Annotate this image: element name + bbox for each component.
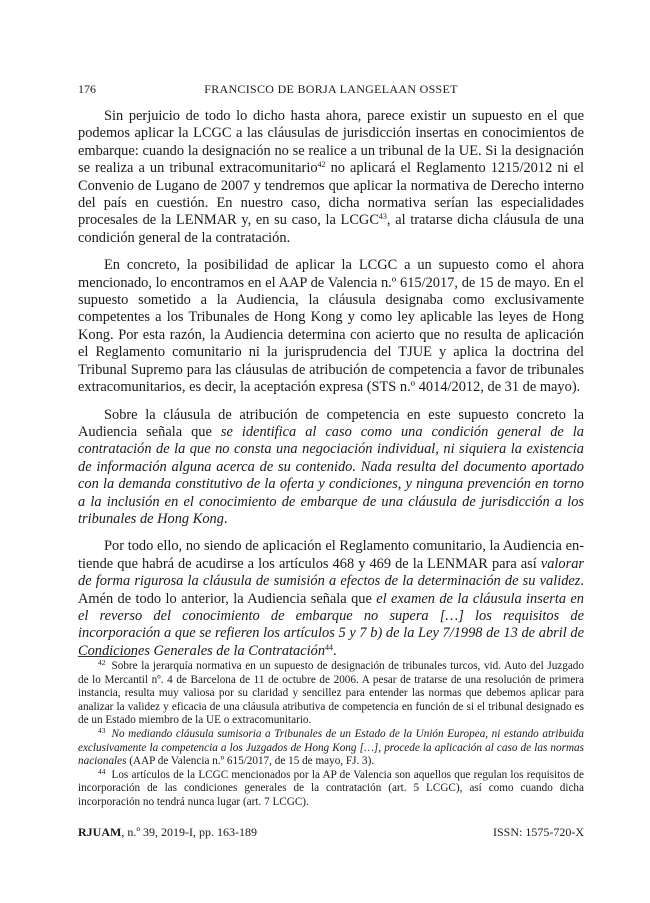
footnotes (78, 660, 584, 810)
quotation-italic: se identifica al caso como una condición general de la contratación de la que no consta una negociación individual, ni siquiera la existencia de información alguna acerca de su contenido. Nada resulta del documento aportado con la demanda constitutivo de la oferta y condiciones, y ninguna prevención en torno a la inclusión en el conocimiento de embarque de una cláusula de jurisdicción a los tribunales de Hong Kong (78, 423, 585, 527)
text-run: Los artículos de la LCGC mencionados por la AP de Valencia son aquellos que regulan los requisitos de incorporación de las condiciones generales de la contratación (art. 5 LCGC), así como cuando dicha incorporación no tendrá nunca lugar (art. 7 LCGC). (78, 768, 584, 808)
text-run: . (333, 642, 337, 659)
quotation-italic: No mediando cláusula sumisoria a Tribunales de un Estado de la Unión Europea, ni estando atribuida exclusivamente la competencia a los Juzgados de Hong Kong […], procede la aplicación al caso de las normas nacionales (78, 727, 584, 768)
text-run: (AAP de Valencia n.º 615/2017, de 15 de mayo, FJ. 3). (126, 755, 375, 768)
paragraph (78, 257, 584, 396)
paragraph (78, 407, 584, 529)
paragraph (78, 538, 584, 660)
running-title: FRANCISCO DE BORJA LANGELAAN OSSET (204, 82, 458, 96)
journal-citation (78, 825, 257, 839)
page-header (78, 82, 584, 96)
text-run: . Amén de todo lo anterior, la Audiencia señala que (78, 573, 584, 607)
footnote-number: 43 (98, 725, 106, 735)
text-run: Sobre la cláusula de atribución de competencia en este supuesto concreto la Audiencia señala que (78, 406, 584, 440)
page-number: 176 (78, 82, 96, 96)
text-run: Por todo ello, no siendo de aplicación el Reglamento comunitario, la Audiencia entiende que habrá de acudirse a los artículos 468 y 469 de la LENMAR para así (78, 538, 584, 572)
paragraph (78, 108, 584, 247)
footnote-ref: 43 (378, 212, 387, 222)
citation-details: , n.º 39, 2019-I, pp. 163-189 (121, 825, 258, 839)
text-run: En concreto, la posibilidad de aplicar la LCGC a un supuesto como el ahora mencionado, lo encontramos en el AAP de Valencia n.º 615/2017, de 15 de mayo. En el supuesto sometido a la Audiencia, la cláusula designaba como exclusivamente competentes a los Tribunales de Hong Kong y como ley aplicable las leyes de Hong Kong. Por esta razón, la Audiencia determina con acierto que no resulta de aplicación el Reglamento comunitario ni la jurisprudencia del TJUE y aplica la doctrina del Tribunal Supremo para las cláusulas de atribución de competencia a favor de tribunales extracomunitarios, es decir, la aceptación expresa (STS n.º 4014/2012, de 31 de mayo). (78, 257, 584, 396)
text-run: Sin perjuicio de todo lo dicho hasta ahora, parece existir un supuesto en el que podemos aplicar la LCGC a las cláusulas de jurisdicción insertas en conocimientos de embarque: cuando la designación no se realice a un tribunal de la UE. Si la designación se realiza a un tribunal extracomunitario (78, 108, 584, 177)
text-run: no aplicará el Reglamento 1215/2012 ni el Convenio de Lugano de 2007 y tendremos que aplicar la normativa de Derecho interno del país en cuestión. En nuestro caso, dicha normativa serían las especialidades procesales de la LENMAR y, en su caso, la LCGC (78, 160, 584, 229)
footnote (78, 766, 584, 810)
page-footer (78, 825, 584, 839)
footnote (78, 660, 584, 728)
footnote-number: 44 (98, 766, 106, 776)
footnote-ref: 44 (325, 642, 334, 652)
text-run: , al tratarse dicha cláusula de una condición general de la contratación. (78, 212, 584, 246)
body-text (78, 108, 584, 670)
issn: ISSN: 1575-720-X (492, 825, 584, 839)
footnote (78, 725, 584, 769)
quotation-italic: valorar de forma rigurosa la cláusula de sumisión a efectos de la determinación de su validez (78, 555, 584, 590)
quotation-italic: el examen de la cláusula inserta en el reverso del conocimiento de embarque no supera […] los requisitos de incorporación a que se refieren los artículos 5 y 7 b) de la Ley 7/1998 de 13 de abril de Condiciones Generales de la Contratación (78, 590, 585, 659)
footnote-separator (78, 656, 136, 657)
journal-name: RJUAM (78, 825, 122, 839)
text-run: . (223, 510, 228, 527)
text-run: Sobre la jerarquía normativa en un supuesto de designación de tribunales turcos, vid. Auto del Juzgado de lo Mercantil nº. 4 de Barcelona de 11 de octubre de 2006. A pesar de tratarse de una resolución de primera instancia, resulta muy valiosa por su claridad y sencillez para entender las normas que debemos aplicar para analizar la validez y eficacia de una cláusula atributiva de competencia en función de si el tribunal designado es de un Estado miembro de la UE o extracomunitario. (78, 660, 584, 727)
footnote-number: 42 (98, 658, 106, 667)
footnote-ref: 42 (317, 160, 326, 170)
